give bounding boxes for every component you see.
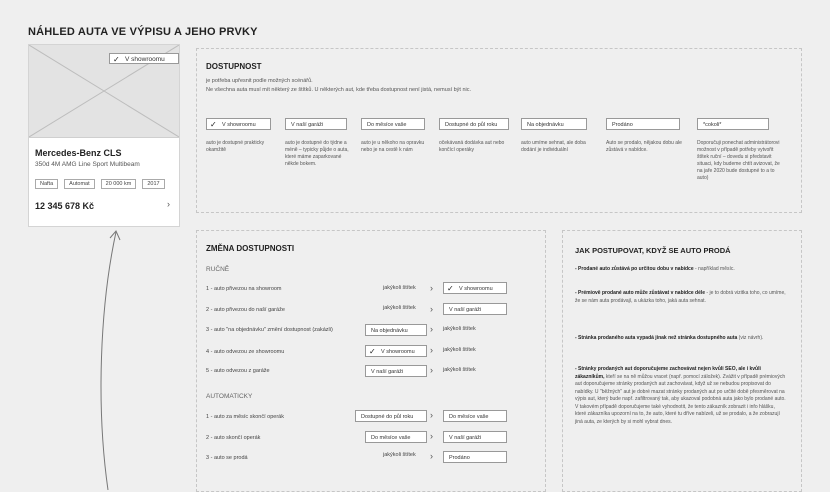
- auto-row-1-from: Dostupné do půl roku: [355, 410, 427, 422]
- manual-row-3-to: jakýkoli štítek: [443, 326, 476, 332]
- option-desc: auto je dostupné prakticky okamžitě: [206, 140, 265, 153]
- auto-row-1-to: Do měsíce vaše: [443, 410, 507, 422]
- chevron-right-icon: ›: [430, 410, 433, 420]
- fuel-badge: Nafta: [35, 179, 58, 189]
- auto-row-2-from: Do měsíce vaše: [365, 431, 427, 443]
- car-name: Mercedes-Benz CLS: [35, 148, 122, 158]
- chevron-right-icon: ›: [430, 431, 433, 441]
- manual-label: RUČNĚ: [206, 266, 230, 273]
- availability-tag-label: V showroomu: [125, 56, 165, 63]
- auto-row-3-to: Prodáno: [443, 451, 507, 463]
- transmission-badge: Automat: [64, 179, 94, 189]
- mileage-badge: 20 000 km: [101, 179, 137, 189]
- manual-row-5-from: V naší garáži: [365, 365, 427, 377]
- option-prodano[interactable]: Prodáno: [606, 118, 680, 130]
- chevron-right-icon: ›: [430, 283, 433, 293]
- check-icon: ✓: [113, 55, 120, 64]
- option-v-showroomu[interactable]: [206, 118, 271, 130]
- chevron-right-icon: ›: [430, 304, 433, 314]
- manual-row-3-label: 3 - auto "na objednávku" změní dostupnost (zakázli): [206, 327, 333, 333]
- manual-row-5-label: 5 - auto odvezou z garáže: [206, 368, 270, 374]
- car-image-placeholder: [29, 45, 179, 138]
- sold-car-paragraph-4: [575, 366, 787, 426]
- option-desc: Doporučuji ponechat administrátorovi možnost v případě potřeby vytvořit štítek ruční – dovedu si představit situaci, kdy budeme chtít avizovat, že na jaře 2020 bude dostupné to a to auto): [697, 140, 780, 181]
- option-label: V showroomu: [222, 122, 256, 128]
- paragraph-bold: - Stránky prodaných aut doporučujeme zachovávat nejen kvůli SEO, ale i kvůli zákazníkům,: [575, 366, 761, 380]
- paragraph-text: (viz návrh).: [737, 335, 764, 341]
- paragraph-bold: - Stránka prodaného auta vypadá jinak než stránka dostupného auta: [575, 335, 738, 341]
- car-badges: [35, 179, 165, 189]
- car-subtitle: 350d 4M AMG Line Sport Multibeam: [35, 161, 140, 168]
- sold-car-title: JAK POSTUPOVAT, KDYŽ SE AUTO PRODÁ: [575, 246, 731, 255]
- check-icon: ✓: [210, 120, 217, 129]
- manual-row-5-to: jakýkoli štítek: [443, 367, 476, 373]
- change-title: ZMĚNA DOSTUPNOSTI: [206, 244, 295, 253]
- page-title: NÁHLED AUTA VE VÝPISU A JEHO PRVKY: [28, 26, 258, 38]
- manual-row-4-label: 4 - auto odvezou ze showroomu: [206, 349, 285, 355]
- paragraph-text: kteří se na ně můžou vracet (např. pomocí záložek). Zvážit v případě prémiových aut doporučujeme stránky prodaných aut zachovávat, když už se nebudou propisovat do nabídky. U "běžných" aut je dobré mazat stránky prodaných aut po určité době přesměrovat na výpis aut, který bude např. zafiltrovaný tak, aby ukazoval podobná auta jako bylo prodané auto. V takovém případě doporučujeme také vyhodnotit, že tento zákazník zobrazit i info hlášku, které zákazníka upozorní na to, že auto, které tu dříve nabízeli, už se prodalo, a že zobrazují jiná auta, ze kterých by si mohl vybrat dnes.: [575, 373, 786, 425]
- sold-car-paragraph-2: [575, 290, 787, 305]
- chevron-right-icon: ›: [430, 451, 433, 461]
- availability-intro-1: je potřeba upřesnit podle možných scénářů.: [206, 78, 313, 84]
- chevron-right-icon: ›: [430, 345, 433, 355]
- option-do-mesice-vase[interactable]: Do měsíce vaše: [361, 118, 425, 130]
- manual-row-1-to: [443, 282, 507, 294]
- paragraph-text: - je to dobrá vizitka toho, co umíme, že se nám auta prodávají, a ukázka toho, jaká auta sehnat.: [575, 290, 786, 304]
- tag-label: V showroomu: [459, 286, 493, 292]
- car-card[interactable]: [28, 44, 180, 227]
- tag-label: V showroomu: [381, 349, 415, 355]
- chevron-right-icon[interactable]: ›: [167, 199, 170, 209]
- option-desc: očekávaná dodávka aut nebo končící operáky: [439, 140, 505, 153]
- auto-row-2-to: V naší garáži: [443, 431, 507, 443]
- availability-title: DOSTUPNOST: [206, 62, 262, 71]
- manual-row-2-label: 2 - auto přivezou do naší garáže: [206, 307, 285, 313]
- manual-row-4-to: jakýkoli štítek: [443, 347, 476, 353]
- availability-tag: [109, 53, 179, 64]
- paragraph-bold: - Prodané auto zůstává po určitou dobu v nabídce: [575, 266, 694, 272]
- option-dostupne-do-pul-roku[interactable]: Dostupné do půl roku: [439, 118, 509, 130]
- check-icon: ✓: [369, 347, 376, 356]
- chevron-right-icon: ›: [430, 365, 433, 375]
- auto-row-3-from: jakýkoli štítek: [383, 452, 416, 458]
- auto-row-2-label: 2 - auto skončí operák: [206, 435, 261, 441]
- auto-row-3-label: 3 - auto se prodá: [206, 455, 248, 461]
- option-desc: Auto se prodalo, nějakou dobu ale zůstává v nabídce.: [606, 140, 682, 153]
- automatic-label: AUTOMATICKY: [206, 393, 253, 400]
- option-desc: auto je u někoho na opravku nebo je na cestě k nám: [361, 140, 425, 153]
- availability-intro-2: Ne všechna auta musí mít některý ze štítků. U některých aut, kde třeba dostupnost není jistá, nemusí být nic.: [206, 87, 472, 93]
- curved-arrow-icon: [90, 226, 130, 490]
- manual-row-1-label: 1 - auto přivezou na showroom: [206, 286, 282, 292]
- paragraph-bold: - Prémiově prodané auto může zůstávat v nabídce déle: [575, 290, 706, 296]
- manual-row-2-from: jakýkoli štítek: [383, 305, 416, 311]
- sold-car-paragraph-1: [575, 266, 787, 274]
- car-price: 12 345 678 Kč: [35, 201, 95, 211]
- manual-row-3-from: Na objednávku: [365, 324, 427, 336]
- sold-car-paragraph-3: [575, 335, 787, 343]
- option-cokoli[interactable]: *cokoli*: [697, 118, 769, 130]
- option-desc: auto je dostupné do týdne a méně – typicky půjde o auta, které máme zaparkované někde bokem.: [285, 140, 349, 167]
- manual-row-2-to: V naší garáži: [443, 303, 507, 315]
- manual-row-4-from: [365, 345, 427, 357]
- chevron-right-icon: ›: [430, 324, 433, 334]
- year-badge: 2017: [142, 179, 164, 189]
- auto-row-1-label: 1 - auto za měsíc skončí operák: [206, 414, 284, 420]
- option-na-objednavku[interactable]: Na objednávku: [521, 118, 587, 130]
- check-icon: ✓: [447, 284, 454, 293]
- option-v-nasi-garazi[interactable]: V naší garáži: [285, 118, 347, 130]
- manual-row-1-from: jakýkoli štítek: [383, 285, 416, 291]
- paragraph-text: - například měsíc.: [693, 266, 735, 272]
- option-desc: auto umíme sehnat, ale doba dodání je individuální: [521, 140, 586, 153]
